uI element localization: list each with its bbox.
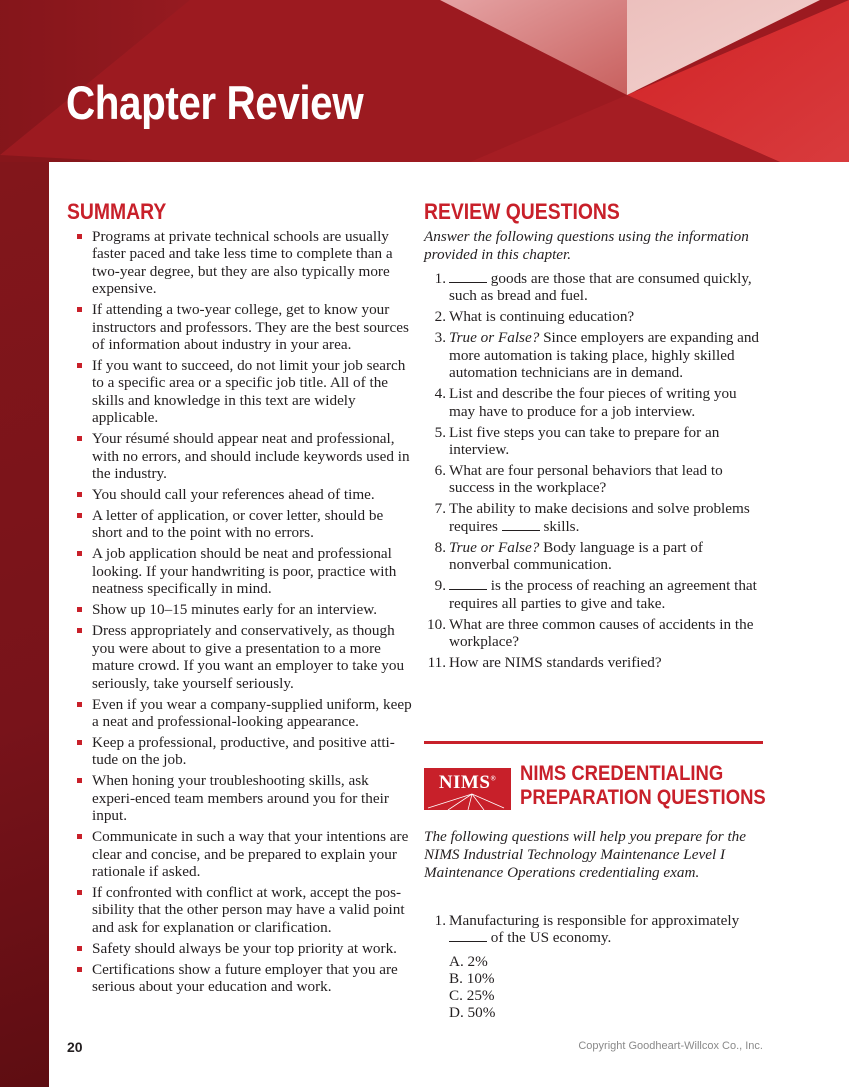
question-text: of the US economy.: [487, 929, 612, 947]
nims-intro: The following questions will help you prepare for the NIMS Industrial Technology Maintenance Level I Maintenance Operations credentialing exam.: [424, 828, 747, 881]
summary-bullet-text: You should call your references ahead of time.: [92, 486, 375, 504]
page-number: 20: [67, 1039, 83, 1055]
summary-bullet-text: Show up 10–15 minutes early for an interview.: [92, 601, 377, 619]
summary-bullet-text: Safety should always be your top priority at work.: [92, 939, 397, 957]
summary-bullet-text: A letter of application, or cover letter, should be short and to the point with no errors.: [92, 507, 384, 542]
nims-heading-line2: PREPARATION QUESTIONS: [520, 786, 766, 809]
summary-bullet: [67, 507, 412, 542]
true-false-label: True or False?: [449, 329, 540, 347]
answer-option: D. 50%: [449, 1003, 496, 1021]
bullet-square-icon: [77, 551, 82, 556]
question-number: 9.: [434, 577, 446, 595]
summary-bullet: [67, 622, 412, 692]
question-text: The ability to make decisions and solve problems requires: [449, 500, 750, 535]
review-questions-list: [424, 270, 764, 671]
summary-bullet: [67, 884, 412, 936]
summary-section: [67, 200, 412, 999]
question-text: What are four personal behaviors that lead to success in the workplace?: [449, 462, 723, 497]
review-question: [424, 385, 764, 420]
nims-logo-text: NIMS®: [438, 772, 497, 793]
summary-bullet: [67, 734, 412, 769]
summary-bullet: [67, 545, 412, 597]
question-text: What are three common causes of accidents in the workplace?: [449, 615, 754, 651]
question-text: List and describe the four pieces of writing you may have to produce for a job interview.: [449, 385, 737, 420]
bullet-square-icon: [77, 890, 82, 895]
review-question: [424, 654, 764, 671]
question-number: 4.: [434, 385, 446, 403]
question-text: Since employers are expanding and more automation is taking place, highly skilled automation technicians are in demand.: [449, 329, 760, 382]
summary-bullet-text: Even if you wear a company-supplied uniform, keep a neat and professional-looking appearance.: [92, 695, 412, 730]
summary-bullet: [67, 486, 412, 503]
question-number: 1.: [434, 912, 446, 929]
nims-question: [424, 912, 764, 1021]
summary-bullet-text: Certifications show a future employer that you are serious about your education and work.: [92, 960, 398, 996]
question-text: How are NIMS standards verified?: [449, 654, 662, 672]
question-text: Manufacturing is responsible for approximately: [449, 912, 740, 929]
bullet-square-icon: [77, 607, 82, 612]
review-section: [424, 199, 766, 1021]
summary-bullet-text: Your résumé should appear neat and professional, with no errors, and should include keywords used in the industry.: [92, 430, 410, 483]
left-decorative-strip: [0, 162, 49, 1087]
review-question: [424, 270, 764, 305]
answer-option: B. 10%: [449, 969, 495, 987]
review-question: [424, 577, 764, 612]
section-divider: [424, 741, 763, 744]
summary-bullet: [67, 696, 412, 731]
bullet-square-icon: [77, 234, 82, 239]
nims-logo: [424, 768, 511, 810]
summary-bullet: [67, 828, 412, 880]
summary-bullet: [67, 301, 412, 353]
review-question: [424, 539, 764, 574]
summary-bullet: [67, 940, 412, 957]
bullet-square-icon: [77, 436, 82, 441]
bullet-square-icon: [77, 740, 82, 745]
answer-blank: [449, 271, 487, 283]
question-number: 7.: [434, 500, 446, 518]
summary-bullet-text: Communicate in such a way that your intentions are clear and concise, and be prepared to explain your rationale if asked.: [92, 828, 409, 880]
answer-option: C. 25%: [449, 986, 495, 1004]
question-number: 11.: [427, 654, 446, 672]
copyright-notice: Copyright Goodheart-Willcox Co., Inc.: [578, 1040, 763, 1052]
bullet-square-icon: [77, 307, 82, 312]
summary-bullet-text: When honing your troubleshooting skills, ask experi-enced team members around you for their input.: [92, 772, 389, 825]
bullet-square-icon: [77, 492, 82, 497]
nims-questions-list: [424, 912, 764, 1024]
page-content: [49, 162, 849, 1087]
answer-blank: [449, 578, 487, 590]
question-number: 10.: [427, 615, 446, 633]
bullet-square-icon: [77, 778, 82, 783]
review-question: [424, 329, 764, 381]
bullet-square-icon: [77, 946, 82, 951]
answer-blank: [449, 930, 487, 942]
review-question: [424, 308, 764, 325]
summary-bullet: [67, 430, 412, 482]
answer-blank: [502, 519, 540, 531]
summary-heading: SUMMARY: [67, 199, 167, 224]
review-question: [424, 500, 764, 535]
answer-option: A. 2%: [449, 952, 488, 970]
question-number: 6.: [434, 462, 446, 480]
summary-bullet: [67, 357, 412, 427]
answer-options: [449, 953, 764, 1021]
nims-heading: [520, 762, 766, 810]
question-number: 1.: [434, 270, 446, 287]
question-text: List five steps you can take to prepare for an interview.: [449, 423, 720, 459]
question-text: goods are those that are consumed quickly, such as bread and fuel.: [449, 270, 752, 305]
summary-bullet-text: Dress appropriately and conservatively, as though you were about to give a presentation to a more mature crowd. If you want an employer to take you seriously, take yourself seriously.: [92, 622, 405, 692]
bullet-square-icon: [77, 628, 82, 633]
chapter-title: Chapter Review: [66, 76, 364, 129]
question-text: is the process of reaching an agreement that requires all parties to give and take.: [449, 577, 757, 612]
summary-list: [67, 228, 412, 996]
summary-bullet: [67, 228, 412, 298]
question-number: 5.: [434, 423, 446, 441]
summary-bullet-text: Programs at private technical schools are usually faster paced and take less time to complete than a two-year degree, but they are also typically more expensive.: [92, 228, 393, 298]
summary-bullet-text: A job application should be neat and professional looking. If your handwriting is poor, practice with neatness specifically in mind.: [92, 545, 397, 598]
summary-bullet-text: If you want to succeed, do not limit your job search to a specific area or a specific job title. All of the skills and knowledge in this text are widely applicable.: [92, 357, 406, 427]
review-intro: Answer the following questions using the information provided in this chapter.: [424, 228, 749, 263]
question-text: What is continuing education?: [449, 308, 635, 326]
nims-heading-line1: NIMS CREDENTIALING: [520, 762, 724, 785]
review-question: [424, 616, 764, 651]
summary-bullet-text: Keep a professional, productive, and positive atti-tude on the job.: [92, 733, 395, 769]
bullet-square-icon: [77, 834, 82, 839]
bullet-square-icon: [77, 513, 82, 518]
review-question: [424, 462, 764, 497]
question-text: skills.: [539, 517, 580, 535]
summary-bullet: [67, 961, 412, 996]
summary-bullet-text: If attending a two-year college, get to know your instructors and professors. They are the best sources of information about industry in your area.: [92, 301, 409, 354]
summary-bullet-text: If confronted with conflict at work, accept the pos-sibility that the other person may have a valid point and ask for explanation or clarification.: [92, 883, 405, 936]
true-false-label: True or False?: [449, 538, 540, 556]
question-number: 8.: [434, 538, 446, 556]
summary-bullet: [67, 772, 412, 824]
review-question: [424, 424, 764, 459]
question-number: 3.: [434, 329, 446, 347]
question-text: Body language is a part of nonverbal communication.: [449, 538, 703, 574]
summary-bullet: [67, 601, 412, 618]
bullet-square-icon: [77, 363, 82, 368]
review-questions-heading: REVIEW QUESTIONS: [424, 199, 620, 224]
bullet-square-icon: [77, 967, 82, 972]
question-number: 2.: [434, 308, 446, 326]
chapter-banner: [0, 0, 849, 162]
bullet-square-icon: [77, 702, 82, 707]
